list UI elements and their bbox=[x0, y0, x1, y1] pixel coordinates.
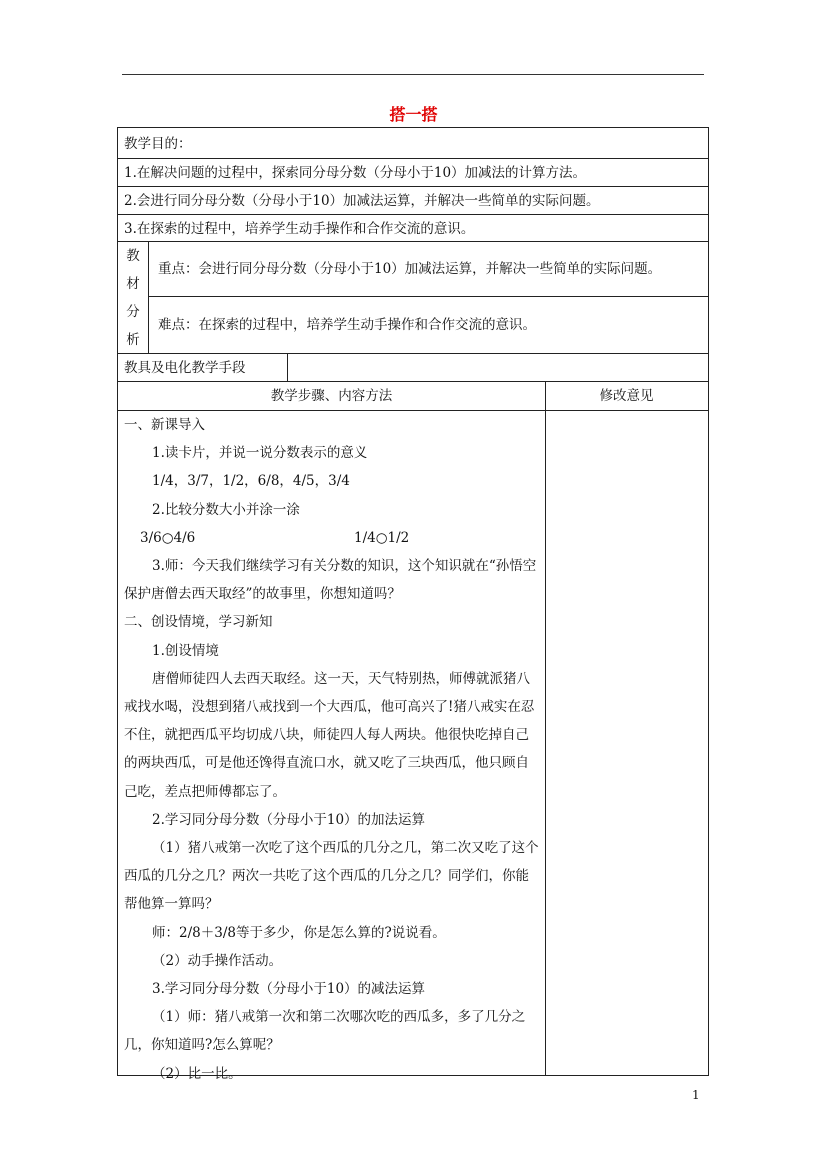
lesson-plan-table bbox=[117, 127, 709, 1082]
step-line: 师：2/8＋3/8等于多少，你是怎么算的?说说看。 bbox=[152, 924, 446, 941]
page-number: 1 bbox=[692, 1088, 700, 1102]
analysis-label-char: 分 bbox=[126, 304, 140, 320]
analysis-label-char: 材 bbox=[126, 276, 140, 292]
step-line: （2）动手操作活动。 bbox=[152, 952, 283, 969]
step-line: 3.师：今天我们继续学习有关分数的知识，这个知识就在“孙悟空保护唐僧去西天取经”的故事里，你想知道吗？ bbox=[124, 558, 537, 603]
step-line: （2）比一比。 bbox=[152, 1065, 242, 1082]
step-line: 1/4，3/7，1/2，6/8，4/5，3/4 bbox=[152, 473, 350, 490]
difficulty-point: 难点：在探索的过程中，培养学生动手操作和合作交流的意识。 bbox=[158, 317, 536, 333]
analysis-label-char: 析 bbox=[126, 332, 140, 348]
step-line: 唐僧师徒四人去西天取经。这一天，天气特别热，师傅就派猪八戒找水喝，没想到猪八戒找到一个大西瓜，他可高兴了!猪八戒实在忍不住，就把西瓜平均切成八块，师徒四人每人两块。他很快吃掉自己的两块西瓜，可是他还馋得直流口水，就又吃了三块西瓜，他只顾自己吃，差点把师傅都忘了。 bbox=[124, 670, 535, 800]
column-header-steps: 教学步骤、内容方法 bbox=[270, 388, 393, 404]
analysis-label-char: 教 bbox=[126, 248, 140, 264]
step-line: 3.学习同分母分数（分母小于10）的减法运算 bbox=[152, 981, 426, 998]
step-line: （1）师：猪八戒第一次和第二次哪次吃的西瓜多，多了几分之几，你知道吗?怎么算呢？ bbox=[124, 1009, 526, 1054]
compare-right: 1/4○1/2 bbox=[354, 529, 410, 546]
compare-line bbox=[124, 524, 539, 552]
step-line: 2.比较分数大小并涂一涂 bbox=[152, 501, 300, 518]
header-rule bbox=[122, 74, 704, 75]
column-header-notes: 修改意见 bbox=[599, 388, 654, 404]
step-line: （1）猪八戒第一次吃了这个西瓜的几分之几，第二次又吃了这个西瓜的几分之几？两次一共吃了这个西瓜的几分之几？同学们，你能帮他算一算吗？ bbox=[124, 840, 539, 913]
compare-left: 3/6○4/6 bbox=[140, 529, 196, 546]
objective-item-2: 2.会进行同分母分数（分母小于10）加减法运算，并解决一些简单的实际问题。 bbox=[124, 193, 600, 209]
step-line: 1.创设情境 bbox=[152, 642, 219, 659]
objectives-heading: 教学目的： bbox=[124, 136, 192, 152]
step-line: 二、创设情境，学习新知 bbox=[124, 614, 273, 631]
lesson-steps-content bbox=[118, 411, 545, 1088]
page-title: 搭一搭 bbox=[389, 105, 438, 124]
objective-item-3: 3.在探索的过程中，培养学生动手操作和合作交流的意识。 bbox=[124, 221, 475, 237]
key-point: 重点：会进行同分母分数（分母小于10）加减法运算，并解决一些简单的实际问题。 bbox=[158, 261, 662, 277]
step-line: 一、新课导入 bbox=[124, 417, 205, 433]
objective-item-1: 1.在解决问题的过程中，探索同分母分数（分母小于10）加减法的计算方法。 bbox=[124, 165, 587, 181]
step-line: 1.读卡片，并说一说分数表示的意义 bbox=[152, 445, 368, 462]
tools-label: 教具及电化教学手段 bbox=[124, 360, 246, 376]
step-line: 2.学习同分母分数（分母小于10）的加法运算 bbox=[152, 811, 426, 828]
